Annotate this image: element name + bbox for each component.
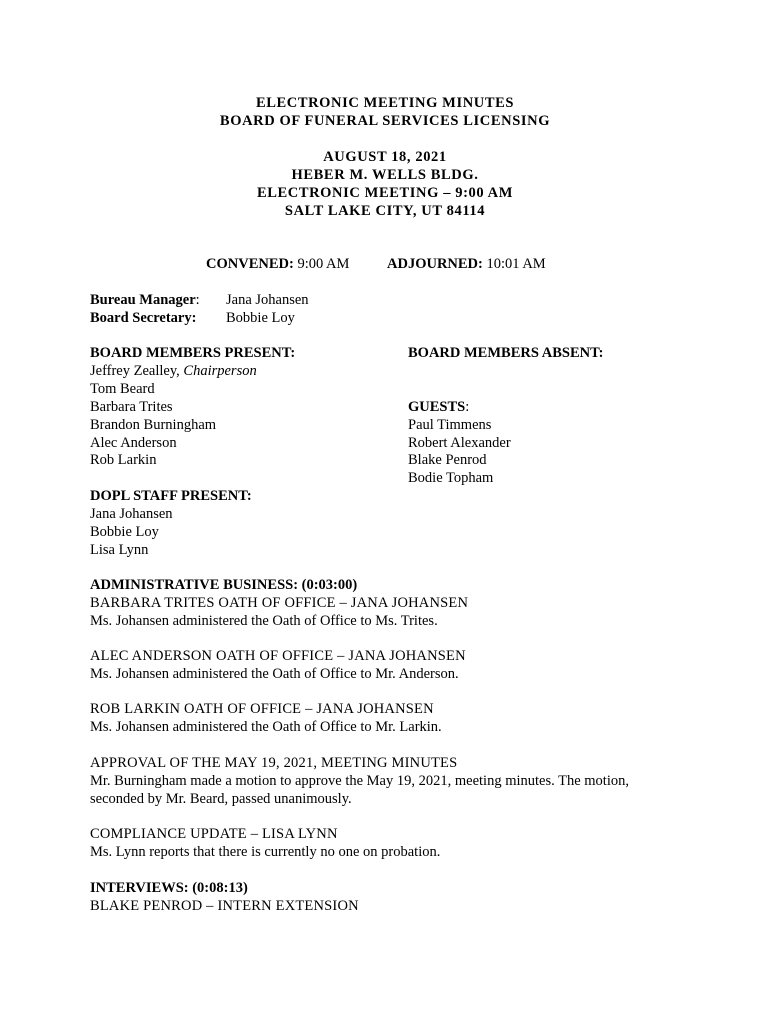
guest-name: Paul Timmens xyxy=(408,417,492,433)
adjourned-line xyxy=(387,255,546,273)
admin-item-text: seconded by Mr. Beard, passed unanimously. xyxy=(90,791,352,807)
admin-item-title: APPROVAL OF THE MAY 19, 2021, MEETING MINUTES xyxy=(90,755,458,771)
admin-item-text: Ms. Lynn reports that there is currently no one on probation. xyxy=(90,844,441,860)
dopl-staff-name: Bobbie Loy xyxy=(90,524,159,540)
doc-title-line1: ELECTRONIC MEETING MINUTES xyxy=(255,95,515,111)
interview-item-title: BLAKE PENROD – INTERN EXTENSION xyxy=(90,898,359,914)
admin-item-title: ROB LARKIN OATH OF OFFICE – JANA JOHANSEN xyxy=(90,701,434,717)
present-member: Alec Anderson xyxy=(90,435,177,451)
meeting-city: SALT LAKE CITY, UT 84114 xyxy=(284,203,486,219)
convened-value: 9:00 AM xyxy=(297,256,350,272)
chair-line xyxy=(90,362,257,380)
present-member: Rob Larkin xyxy=(90,452,157,468)
present-heading: BOARD MEMBERS PRESENT: xyxy=(90,345,296,361)
admin-item-text: Ms. Johansen administered the Oath of Office to Mr. Anderson. xyxy=(90,666,459,682)
adjourned-label: ADJOURNED: xyxy=(387,256,483,272)
dopl-staff-name: Lisa Lynn xyxy=(90,542,149,558)
dopl-heading: DOPL STAFF PRESENT: xyxy=(90,488,252,504)
secretary-label: Board Secretary: xyxy=(90,310,197,326)
admin-item-text: Ms. Johansen administered the Oath of Office to Ms. Trites. xyxy=(90,613,438,629)
manager-label-line xyxy=(90,291,200,309)
meeting-type-time: ELECTRONIC MEETING – 9:00 AM xyxy=(256,185,514,201)
admin-item-text: Mr. Burningham made a motion to approve the May 19, 2021, meeting minutes. The motion, xyxy=(90,773,629,789)
admin-item-title: COMPLIANCE UPDATE – LISA LYNN xyxy=(90,826,338,842)
guests-heading-line xyxy=(408,398,469,416)
manager-colon: : xyxy=(195,292,200,308)
admin-item-text: Ms. Johansen administered the Oath of Office to Mr. Larkin. xyxy=(90,719,442,735)
admin-heading: ADMINISTRATIVE BUSINESS: (0:03:00) xyxy=(90,577,358,593)
guests-colon: : xyxy=(465,399,470,415)
present-member: Brandon Burningham xyxy=(90,417,217,433)
present-member: Barbara Trites xyxy=(90,399,173,415)
absent-heading: BOARD MEMBERS ABSENT: xyxy=(408,345,604,361)
dopl-staff-name: Jana Johansen xyxy=(90,506,173,522)
secretary-name: Bobbie Loy xyxy=(226,310,295,326)
chair-title: Chairperson xyxy=(183,363,257,379)
guest-name: Robert Alexander xyxy=(408,435,511,451)
guest-name: Blake Penrod xyxy=(408,452,487,468)
chair-name: Jeffrey Zealley, xyxy=(90,363,184,379)
convened-line xyxy=(206,255,349,273)
convened-label: CONVENED: xyxy=(206,256,294,272)
present-member: Tom Beard xyxy=(90,381,155,397)
meeting-building: HEBER M. WELLS BLDG. xyxy=(291,167,479,183)
guest-name: Bodie Topham xyxy=(408,470,494,486)
guests-heading: GUESTS xyxy=(408,399,466,415)
manager-label: Bureau Manager xyxy=(90,292,196,308)
admin-item-title: ALEC ANDERSON OATH OF OFFICE – JANA JOHANSEN xyxy=(90,648,466,664)
meeting-date: AUGUST 18, 2021 xyxy=(323,149,447,165)
adjourned-value: 10:01 AM xyxy=(486,256,546,272)
manager-name: Jana Johansen xyxy=(226,292,309,308)
doc-title-line2: BOARD OF FUNERAL SERVICES LICENSING xyxy=(219,113,551,129)
admin-item-title: BARBARA TRITES OATH OF OFFICE – JANA JOHANSEN xyxy=(90,595,469,611)
interviews-heading: INTERVIEWS: (0:08:13) xyxy=(90,880,248,896)
